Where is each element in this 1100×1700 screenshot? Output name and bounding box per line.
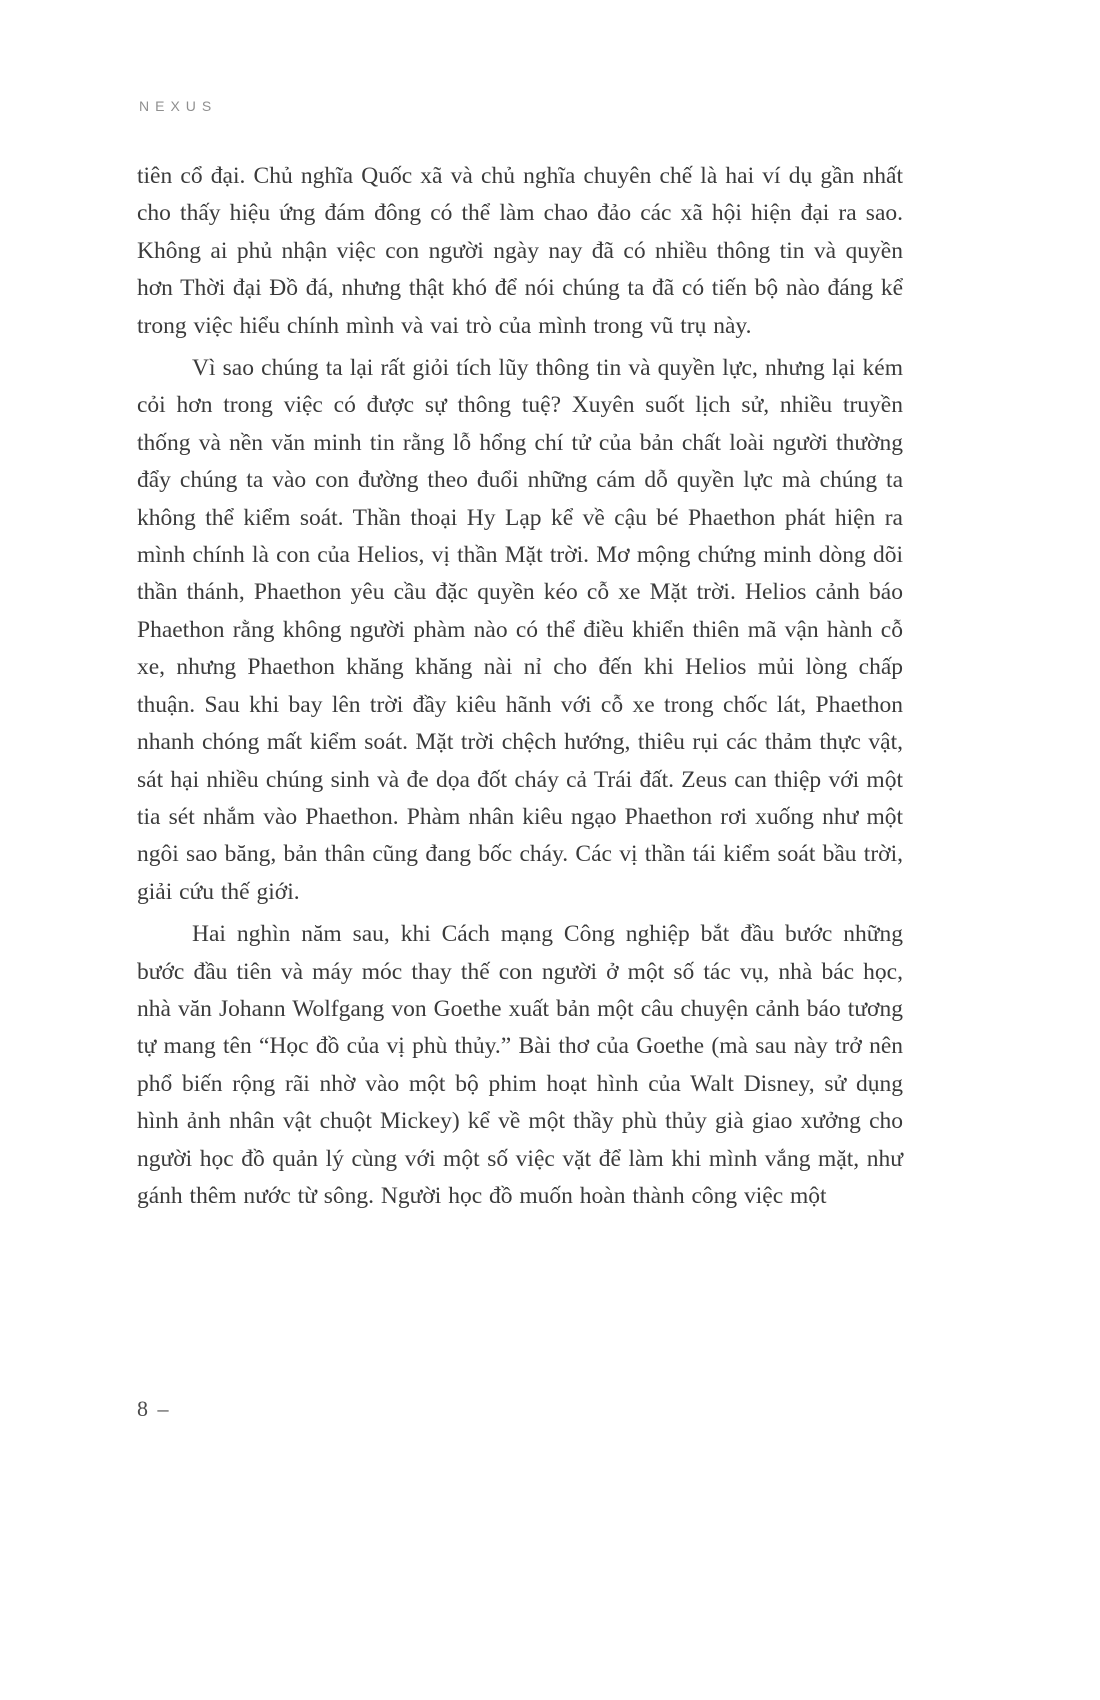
paragraph-phaethon-myth: Vì sao chúng ta lại rất giỏi tích lũy thông tin và quyền lực, nhưng lại kém cỏi hơn trong việc có được sự thông tuệ? Xuyên suốt lịch sử, nhiều truyền thống và nền văn minh tin rằng lỗ hổng chí tử của bản chất loài người thường đẩy chúng ta vào con đường theo đuổi những cám dỗ quyền lực mà chúng ta không thể kiểm soát. Thần thoại Hy Lạp kể về cậu bé Phaethon phát hiện ra mình chính là con của Helios, vị thần Mặt trời. Mơ mộng chứng minh dòng dõi thần thánh, Phaethon yêu cầu đặc quyền kéo cỗ xe Mặt trời. Helios cảnh báo Phaethon rằng không người phàm nào có thể điều khiển thiên mã vận hành cỗ xe, nhưng Phaethon khăng khăng nài nỉ cho đến khi Helios mủi lòng chấp thuận. Sau khi bay lên trời đầy kiêu hãnh với cỗ xe trong chốc lát, Phaethon nhanh chóng mất kiểm soát. Mặt trời chệch hướng, thiêu rụi các thảm thực vật, sát hại nhiều chúng sinh và đe dọa đốt cháy cả Trái đất. Zeus can thiệp với một tia sét nhắm vào Phaethon. Phàm nhân kiêu ngạo Phaethon rơi xuống như một ngôi sao băng, bản thân cũng đang bốc cháy. Các vị thần tái kiểm soát bầu trời, giải cứu thế giới. — [137, 355, 903, 905]
running-header-book-title: NEXUS — [139, 98, 218, 114]
paragraph-continuation: tiên cổ đại. Chủ nghĩa Quốc xã và chủ nghĩa chuyên chế là hai ví dụ gần nhất cho thấy hiệu ứng đám đông có thể làm chao đảo các xã hội hiện đại ra sao. Không ai phủ nhận việc con người ngày nay đã có nhiều thông tin và quyền hơn Thời đại Đồ đá, nhưng thật khó để nói chúng ta đã có tiến bộ nào đáng kể trong việc hiểu chính mình và vai trò của mình trong vũ trụ này. — [137, 163, 903, 339]
paragraph-goethe-sorcerer: Hai nghìn năm sau, khi Cách mạng Công nghiệp bắt đầu bước những bước đầu tiên và máy móc thay thế con người ở một số tác vụ, nhà bác học, nhà văn Johann Wolfgang von Goethe xuất bản một câu chuyện cảnh báo tương tự mang tên “Học đồ của vị phù thủy.” Bài thơ của Goethe (mà sau này trở nên phổ biến rộng rãi nhờ vào một bộ phim hoạt hình của Walt Disney, sử dụng hình ảnh nhân vật chuột Mickey) kể về một thầy phù thủy già giao xưởng cho người học đồ quản lý cùng với một số việc vặt để làm khi mình vắng mặt, như gánh thêm nước từ sông. Người học đồ muốn hoàn thành công việc một — [137, 921, 903, 1209]
page-number: 8 – — [137, 1396, 171, 1421]
body-text-block — [137, 158, 903, 1220]
